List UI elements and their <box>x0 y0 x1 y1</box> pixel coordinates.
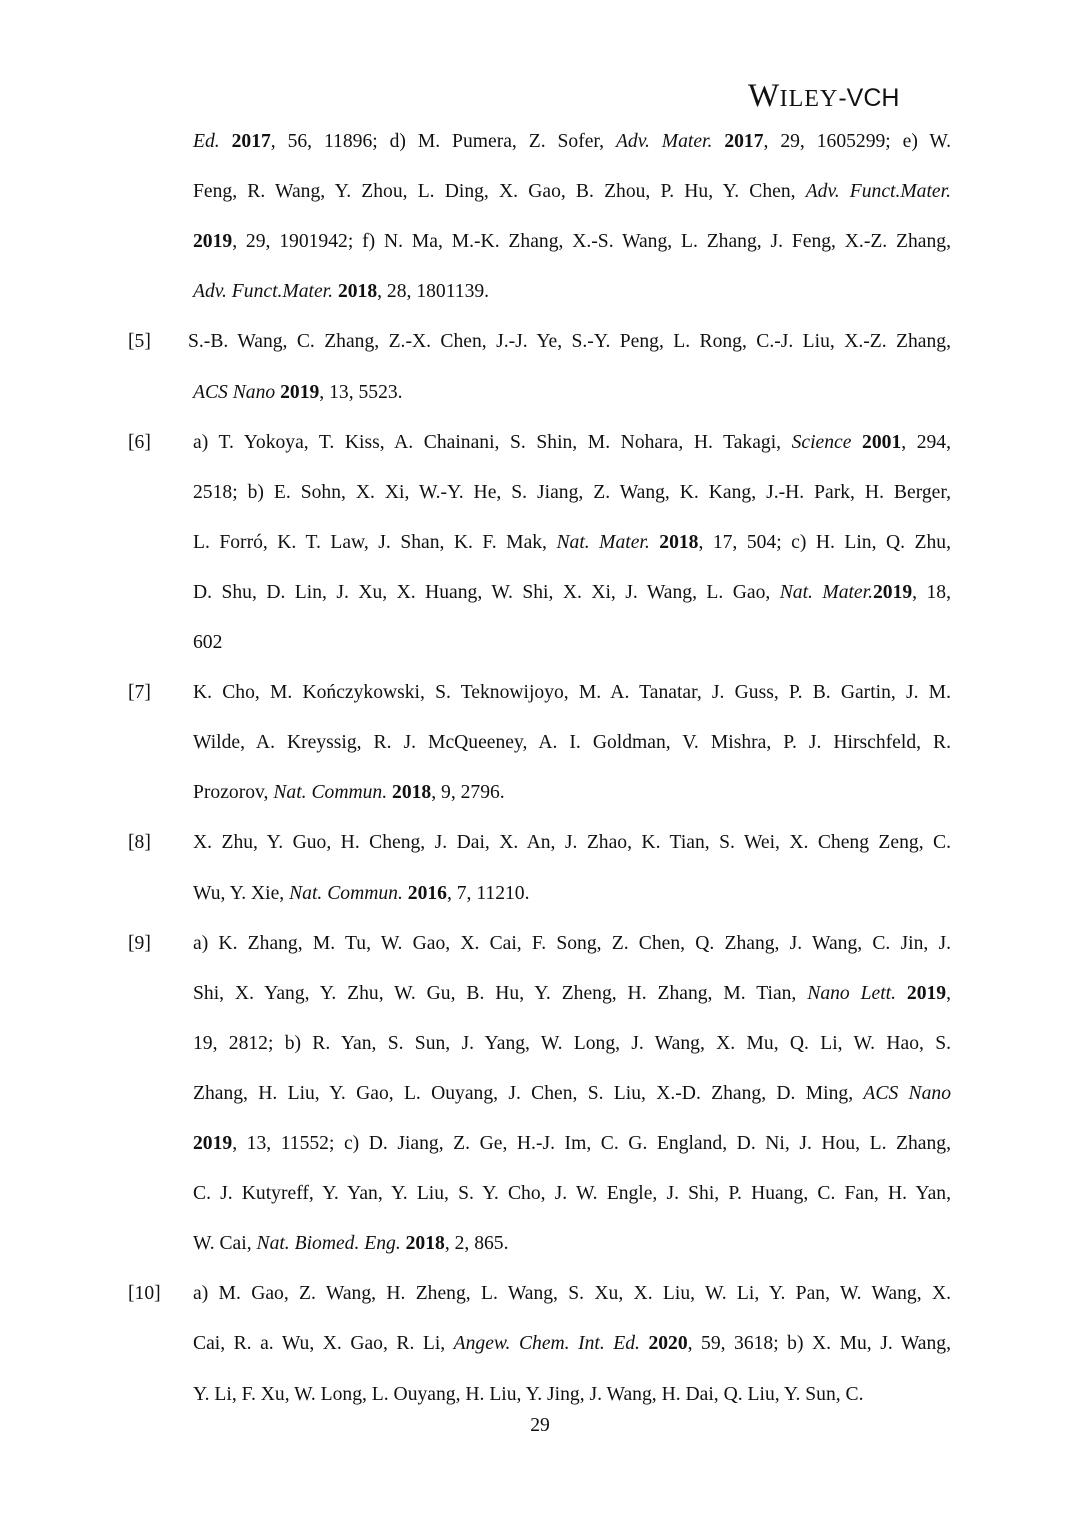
reference-line <box>193 630 951 656</box>
reference-line <box>188 329 951 355</box>
journal-name: Adv. Funct.Mater. <box>193 281 334 303</box>
journal-name: Angew. Chem. Int. Ed. <box>453 1333 640 1355</box>
reference-line <box>193 1382 951 1408</box>
reference-line <box>193 1181 951 1207</box>
publication-year: 2016 <box>407 882 447 904</box>
reference-text: Shi, X. Yang, Y. Zhu, W. Gu, B. Hu, Y. Zheng, H. Zhang, M. Tian, <box>193 982 808 1004</box>
reference-number: [7] <box>128 682 151 704</box>
reference-line <box>193 680 951 706</box>
reference-text: a) T. Yokoya, T. Kiss, A. Chainani, S. Shin, M. Nohara, H. Takagi, <box>193 431 792 453</box>
reference-line <box>193 881 951 907</box>
reference-text: Zhang, H. Liu, Y. Gao, L. Ouyang, J. Chen, S. Liu, X.-D. Zhang, D. Ming, <box>193 1082 864 1104</box>
reference-text <box>712 131 724 152</box>
journal-name: Nat. Biomed. Eng. <box>256 1233 401 1255</box>
reference-text: K. Cho, M. Kończykowski, S. Teknowijoyo, M. A. Tanatar, J. Guss, P. B. Gartin, J. M. <box>193 682 951 704</box>
reference-text: C. J. Kutyreff, Y. Yan, Y. Liu, S. Y. Cho, J. W. Engle, J. Shi, P. Huang, C. Fan, H. Yan, <box>193 1183 951 1205</box>
publication-year: 2018 <box>405 1233 445 1255</box>
publication-year: 2019 <box>280 381 320 403</box>
publication-year: 2019 <box>906 982 947 1004</box>
reference-text <box>220 131 232 152</box>
reference-line <box>193 380 951 406</box>
reference-line <box>193 1031 951 1057</box>
journal-name: Nano Lett. <box>807 982 896 1004</box>
reference-text: Feng, R. Wang, Y. Zhou, L. Ding, X. Gao, B. Zhou, P. Hu, Y. Chen, <box>193 181 806 203</box>
publication-year: 2019 <box>872 581 913 603</box>
reference-line <box>193 580 951 606</box>
reference-text: 2518; b) E. Sohn, X. Xi, W.-Y. He, S. Jiang, Z. Wang, K. Kang, J.-H. Park, H. Berger, <box>193 481 951 503</box>
page-number: 29 <box>530 1415 550 1436</box>
reference-line <box>193 730 951 756</box>
publication-year: 2020 <box>648 1333 688 1355</box>
publication-year: 2001 <box>862 431 902 453</box>
reference-line <box>193 1131 951 1157</box>
reference-line <box>193 981 951 1007</box>
publication-year: 2019 <box>193 1133 233 1154</box>
reference-text: , 28, 1801139. <box>377 281 490 303</box>
reference-text: 602 <box>193 632 223 653</box>
reference-text: , 59, 3618; b) X. Mu, J. Wang, <box>687 1333 951 1355</box>
reference-text: , 7, 11210. <box>446 882 530 904</box>
reference-text: , 9, 2796. <box>431 782 505 804</box>
reference-text: Wilde, A. Kreyssig, R. J. McQueeney, A. I. Goldman, V. Mishra, P. J. Hirschfeld, R. <box>193 732 951 754</box>
journal-name: ACS Nano <box>863 1082 951 1104</box>
reference-number: [6] <box>128 431 151 453</box>
journal-name: Adv. Funct.Mater. <box>805 181 951 203</box>
reference-line <box>193 1231 951 1257</box>
publication-year: 2018 <box>337 281 378 303</box>
reference-text <box>851 432 862 453</box>
reference-text: L. Forró, K. T. Law, J. Shan, K. F. Mak, <box>193 531 557 553</box>
reference-text: Y. Li, F. Xu, W. Long, L. Ouyang, H. Liu, Y. Jing, J. Wang, H. Dai, Q. Liu, Y. Sun, C. <box>193 1383 864 1405</box>
reference-line <box>193 530 951 556</box>
publication-year: 2019 <box>193 231 233 253</box>
reference-text: , 18, <box>912 581 952 603</box>
publication-year: 2017 <box>231 131 271 152</box>
reference-line <box>193 1081 951 1107</box>
reference-line <box>193 129 951 155</box>
reference-text: , 13, 5523. <box>319 381 403 403</box>
publisher-logo-text: WILEY-VCH <box>748 78 900 114</box>
reference-text: X. Zhu, Y. Guo, H. Cheng, J. Dai, X. An, J. Zhao, K. Tian, S. Wei, X. Cheng Zeng, C. <box>193 832 951 854</box>
reference-text: D. Shu, D. Lin, J. Xu, X. Huang, W. Shi, X. Xi, J. Wang, L. Gao, <box>193 581 780 603</box>
reference-text: , 29, 1605299; e) W. <box>763 131 952 152</box>
publisher-logo <box>748 78 948 114</box>
reference-text: S.-B. Wang, C. Zhang, Z.-X. Chen, J.-J. Ye, S.-Y. Peng, L. Rong, C.-J. Liu, X.-Z. Zhang, <box>188 331 951 353</box>
reference-line <box>193 279 951 305</box>
reference-line <box>193 430 951 456</box>
reference-text: W. Cai, <box>193 1233 257 1255</box>
reference-text <box>896 983 907 1004</box>
reference-number: [9] <box>128 932 151 954</box>
journal-name: Nat. Commun. <box>273 782 388 804</box>
reference-text: Prozorov, <box>193 782 274 804</box>
publication-year: 2017 <box>724 131 764 152</box>
reference-text: Cai, R. a. Wu, X. Gao, R. Li, <box>193 1333 454 1355</box>
journal-name: Nat. Commun. <box>289 882 403 904</box>
journal-name: Nat. Mater. <box>556 531 650 553</box>
journal-name: Science <box>791 431 852 453</box>
reference-text: Wu, Y. Xie, <box>193 882 290 904</box>
reference-text: a) M. Gao, Z. Wang, H. Zheng, L. Wang, S. Xu, X. Liu, W. Li, Y. Pan, W. Wang, X. <box>193 1283 951 1305</box>
journal-name: Adv. Mater. <box>615 131 713 152</box>
reference-number: [10] <box>128 1283 161 1305</box>
reference-line <box>193 830 951 856</box>
reference-line <box>193 179 951 205</box>
reference-text: , 294, <box>901 431 952 453</box>
reference-text: 19, 2812; b) R. Yan, S. Sun, J. Yang, W. Long, J. Wang, X. Mu, Q. Li, W. Hao, S. <box>193 1032 951 1054</box>
publication-year: 2018 <box>392 782 432 804</box>
reference-number: [5] <box>128 331 151 353</box>
reference-line <box>193 1331 951 1357</box>
reference-text: , 13, 11552; c) D. Jiang, Z. Ge, H.-J. Im, C. G. England, D. Ni, J. Hou, L. Zhang, <box>232 1133 951 1154</box>
publication-year: 2018 <box>659 531 699 553</box>
reference-line <box>193 229 951 255</box>
reference-number: [8] <box>128 832 151 854</box>
reference-text: , 29, 1901942; f) N. Ma, M.-K. Zhang, X.-S. Wang, L. Zhang, J. Feng, X.-Z. Zhang, <box>232 231 951 253</box>
reference-text: , 2, 865. <box>444 1233 509 1255</box>
reference-line <box>193 780 951 806</box>
journal-name: ACS Nano <box>193 381 276 403</box>
journal-name: Ed. <box>193 131 220 152</box>
reference-line <box>193 931 951 957</box>
reference-text: , <box>946 982 951 1004</box>
reference-line <box>193 480 951 506</box>
journal-name: Nat. Mater. <box>779 581 873 603</box>
reference-text <box>650 532 660 553</box>
reference-text: , 17, 504; c) H. Lin, Q. Zhu, <box>698 531 951 553</box>
reference-text: , 56, 11896; d) M. Pumera, Z. Sofer, <box>270 131 616 152</box>
reference-text: a) K. Zhang, M. Tu, W. Gao, X. Cai, F. Song, Z. Chen, Q. Zhang, J. Wang, C. Jin, J. <box>193 932 951 954</box>
reference-line <box>193 1281 951 1307</box>
